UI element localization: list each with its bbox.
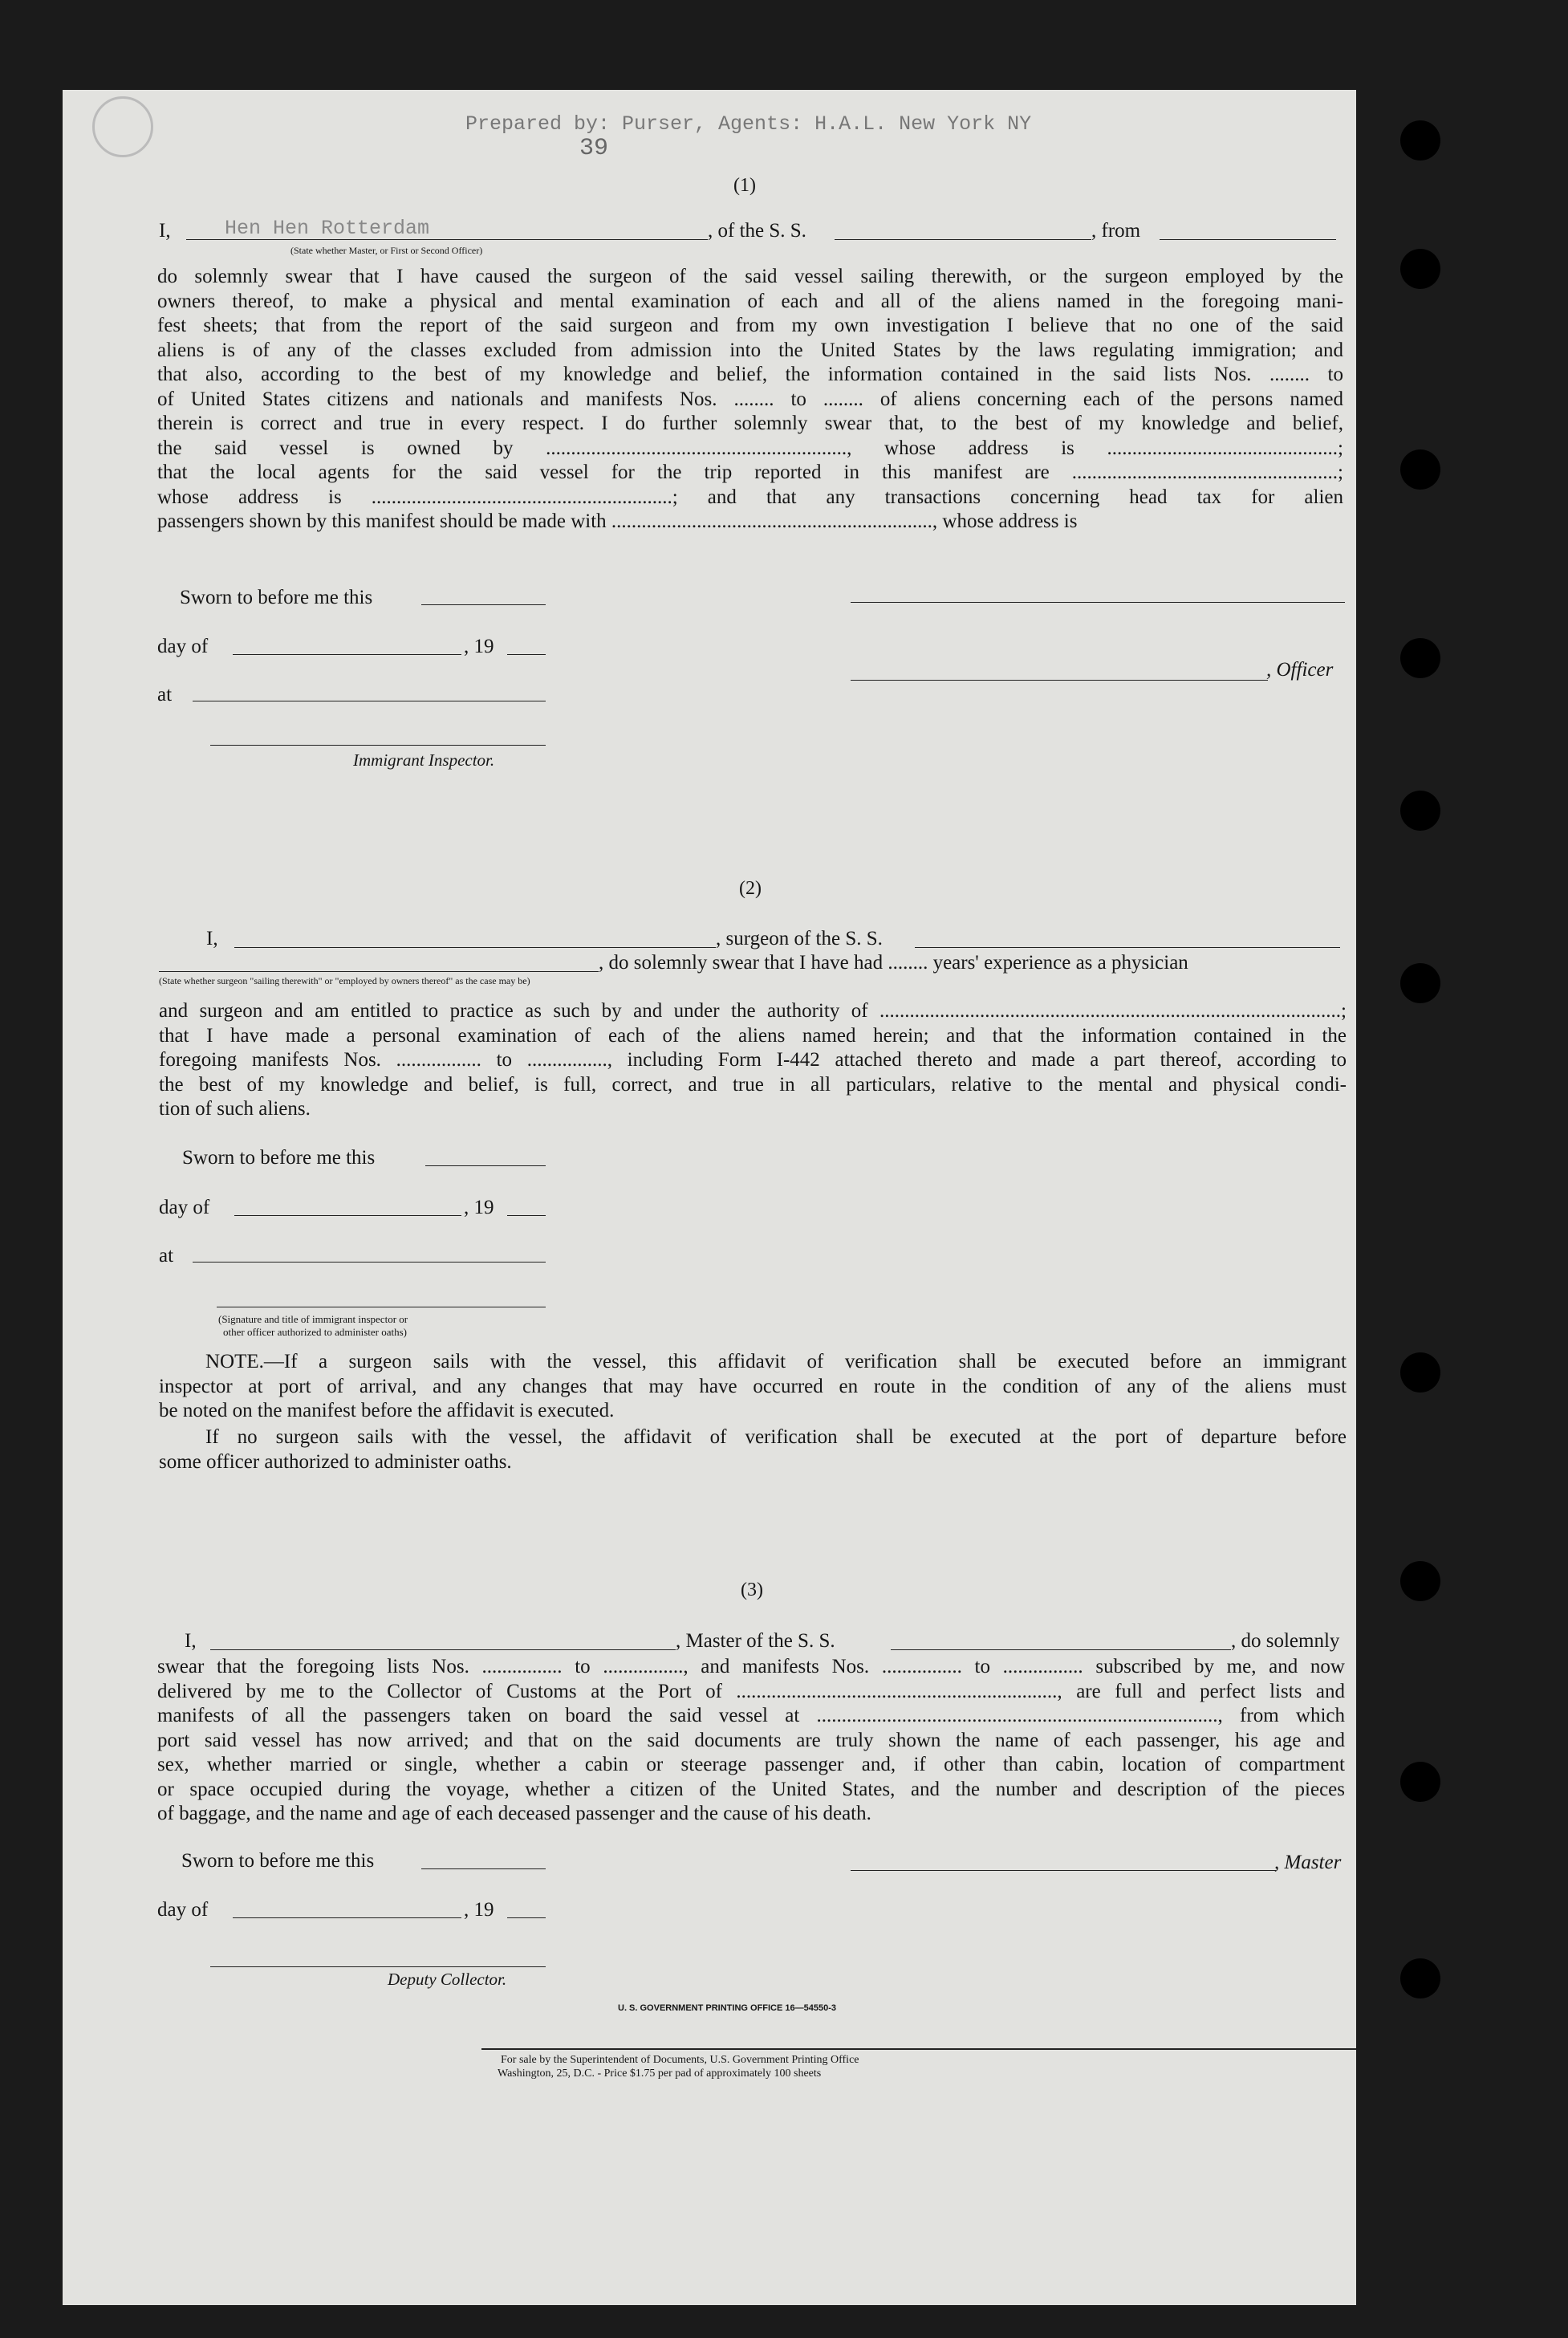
year-line-1 — [507, 654, 546, 655]
paragraph-line: that the local agents for the said vessel for the trip reported in this manifest are .....................................................; — [157, 462, 1343, 483]
paragraph-line: that I have made a personal examination of each of the aliens named herein; and that the information contained in the — [159, 1024, 1347, 1047]
day-line-1 — [233, 654, 461, 655]
officer-title-line — [851, 680, 1268, 681]
paragraph-line: foregoing manifests Nos. ................. to ................, including Form I-442 attached thereto and made a part thereof, according to — [159, 1049, 1347, 1071]
section-1-i: I, — [159, 220, 171, 242]
section-2-ss-label: , surgeon of the S. S. — [716, 928, 883, 949]
section-1-line-note: (State whether Master, or First or Second Officer) — [290, 245, 483, 256]
section-2-heading: (2) — [739, 878, 762, 899]
binder-hole — [1400, 1352, 1440, 1393]
binder-hole — [1400, 120, 1440, 161]
binder-hole — [1400, 449, 1440, 490]
section-2-i: I, — [206, 928, 218, 949]
gpo-imprint: U. S. GOVERNMENT PRINTING OFFICE 16—54550-3 — [618, 2003, 837, 2013]
binder-hole — [1400, 963, 1440, 1003]
paragraph-line: do solemnly swear that I have caused the surgeon of the said vessel sailing therewith, or the surgeon employed by the — [157, 266, 1343, 287]
section-3-end-label: , do solemnly — [1231, 1630, 1340, 1652]
master-name-line — [210, 1649, 676, 1650]
year-line-3 — [507, 1917, 546, 1918]
paragraph-line: If no surgeon sails with the vessel, the affidavit of verification shall be executed at the port of departure before — [205, 1426, 1347, 1448]
paragraph-line: therein is correct and true in every respect. I do further solemnly swear that, to the best of my knowledge and belief, — [157, 413, 1343, 434]
paragraph-line: of United States citizens and nationals and manifests Nos. ........ to ........ of aliens concerning each of the persons named — [157, 388, 1343, 410]
section-3-ss-label: , Master of the S. S. — [676, 1630, 835, 1652]
master-signature-line — [851, 1870, 1276, 1871]
year-label-2: , 19 — [464, 1197, 494, 1218]
year-label-3: , 19 — [464, 1899, 494, 1921]
sworn-label-1: Sworn to before me this — [180, 587, 373, 608]
section-1-ss-label: , of the S. S. — [708, 220, 806, 242]
paragraph-line: port said vessel has now arrived; and that on the said documents are truly shown the name of each passenger, his age and — [157, 1729, 1345, 1751]
paragraph-line: or space occupied during the voyage, whether a citizen of the United States, and the number and description of the pieces — [157, 1778, 1345, 1800]
paragraph-line: manifests of all the passengers taken on board the said vessel at ................................................................................, from which — [157, 1705, 1345, 1726]
inspector-line — [210, 745, 546, 746]
paragraph-line: the said vessel is owned by ............................................................, whose address is ..............................................; — [157, 437, 1343, 459]
paragraph-line: swear that the foregoing lists Nos. ................ to ................, and manifests Nos. ................ to ................ subscribed by me, and now — [157, 1656, 1345, 1677]
vessel-name-line — [835, 239, 1091, 240]
typed-header: Prepared by: Purser, Agents: H.A.L. New York NY — [465, 112, 1032, 136]
paragraph-line: owners thereof, to make a physical and mental examination of each and all of the aliens named in the foregoing mani- — [157, 290, 1343, 312]
section-2-line-note: (State whether surgeon "sailing therewith" or "employed by owners thereof" as the case may be) — [159, 975, 530, 986]
paragraph-line: NOTE.—If a surgeon sails with the vessel, this affidavit of verification shall be executed before an immigrant — [205, 1351, 1347, 1372]
master-label: , Master — [1274, 1852, 1342, 1873]
binder-hole — [1400, 791, 1440, 831]
section-2-experience: , do solemnly swear that I have had ........ years' experience as a physician — [599, 952, 1188, 974]
binder-hole — [1400, 638, 1440, 678]
day-line-2 — [234, 1215, 461, 1216]
day-of-label-3: day of — [157, 1899, 209, 1921]
signature-note-1: (Signature and title of immigrant inspector or — [218, 1313, 408, 1325]
at-label-2: at — [159, 1245, 174, 1267]
officer-label: , Officer — [1266, 659, 1334, 681]
paragraph-line: sex, whether married or single, whether a cabin or steerage passenger and, if other than cabin, location of compartment — [157, 1754, 1345, 1775]
section-1-heading: (1) — [733, 175, 756, 196]
sworn-date-line-3 — [421, 1868, 546, 1869]
deputy-line — [210, 1966, 546, 1967]
paragraph-line: that also, according to the best of my knowledge and belief, the information contained in the said lists Nos. ........ to — [157, 364, 1343, 385]
sale-notice-1: For sale by the Superintendent of Documents, U.S. Government Printing Office — [501, 2054, 859, 2066]
master-vessel-line — [891, 1649, 1231, 1650]
section-3-i: I, — [185, 1630, 197, 1652]
paragraph-line: fest sheets; that from the report of the said surgeon and from my own investigation I believe that no one of the said — [157, 315, 1343, 336]
day-line-3 — [233, 1917, 461, 1918]
sworn-label-3: Sworn to before me this — [181, 1850, 375, 1872]
day-of-label-1: day of — [157, 636, 209, 657]
binder-hole — [1400, 249, 1440, 289]
paragraph-line: of baggage, and the name and age of each deceased passenger and the cause of his death. — [157, 1803, 871, 1824]
sale-notice-2: Washington, 25, D.C. - Price $1.75 per pad of approximately 100 sheets — [498, 2068, 822, 2080]
from-port-line — [1160, 239, 1336, 240]
immigrant-inspector-label: Immigrant Inspector. — [353, 750, 495, 770]
paragraph-line: and surgeon and am entitled to practice as such by and under the authority of ............................................................................................; — [159, 1000, 1347, 1022]
paragraph-line: delivered by me to the Collector of Customs at the Port of ................................................................, are full and perfect lists and — [157, 1680, 1345, 1702]
signature-note-2: other officer authorized to administer oaths) — [223, 1326, 407, 1338]
deputy-collector-label: Deputy Collector. — [388, 1970, 507, 1989]
at-line-2 — [193, 1262, 546, 1263]
year-line-2 — [507, 1215, 546, 1216]
page-number: 39 — [579, 135, 609, 162]
sworn-date-line-2 — [425, 1165, 546, 1166]
binder-hole — [1400, 1762, 1440, 1802]
paragraph-line: passengers shown by this manifest should be made with ................................................................, whose address is — [157, 510, 1078, 532]
section-3-heading: (3) — [741, 1580, 763, 1600]
officer-signature-line — [851, 602, 1345, 603]
binder-hole — [1400, 1958, 1440, 1998]
sworn-label-2: Sworn to before me this — [182, 1147, 376, 1169]
section-1-from-label: , from — [1091, 220, 1141, 242]
paragraph-line: aliens is of any of the classes excluded from admission into the United States by the laws regulating immigration; and — [157, 339, 1343, 361]
year-label-1: , 19 — [464, 636, 494, 657]
paragraph-line: whose address is ............................................................; and that any transactions concerning head tax for alien — [157, 486, 1343, 508]
surgeon-name-line — [234, 947, 716, 948]
faint-stamp — [92, 96, 153, 157]
footer-rule — [481, 2048, 1356, 2050]
day-of-label-2: day of — [159, 1197, 210, 1218]
at-label-1: at — [157, 684, 173, 705]
surgeon-vessel-line — [915, 947, 1340, 948]
officer-name-entry: Hen Hen Rotterdam — [225, 217, 430, 240]
paragraph-line: the best of my knowledge and belief, is full, correct, and true in all particulars, relative to the mental and physical condi- — [159, 1073, 1347, 1096]
paragraph-line: some officer authorized to administer oaths. — [159, 1450, 512, 1473]
binder-hole — [1400, 1561, 1440, 1601]
paragraph-line: tion of such aliens. — [159, 1098, 311, 1120]
paragraph-line: inspector at port of arrival, and any changes that may have occurred en route in the condition of any of the aliens must — [159, 1375, 1347, 1397]
paragraph-line: be noted on the manifest before the affidavit is executed. — [159, 1400, 615, 1421]
sworn-date-line-1 — [421, 604, 546, 605]
surgeon-status-line — [159, 971, 599, 972]
